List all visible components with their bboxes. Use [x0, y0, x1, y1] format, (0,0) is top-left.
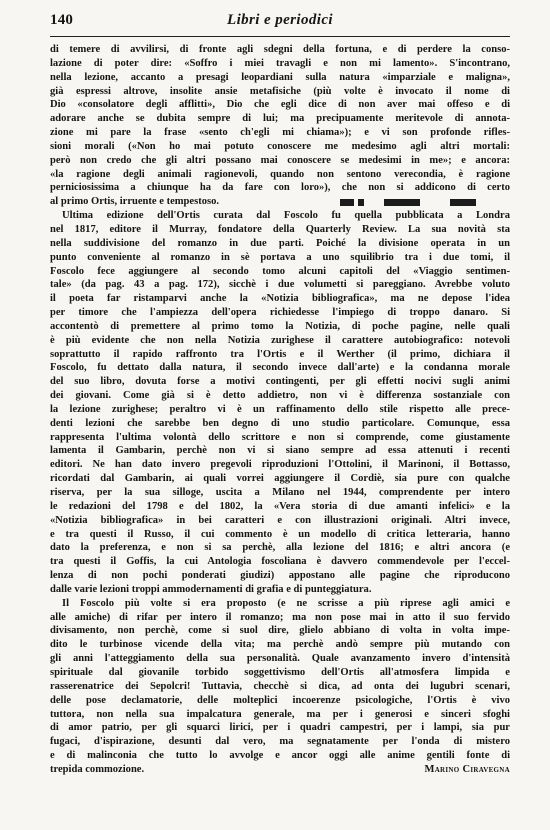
text-line: alle amiche) di rifar per intero il romanzo; ma non pose mai in atto il suo fervido: [50, 611, 510, 623]
paragraph-2: [50, 209, 510, 597]
text-line: e di malinconia che tutto lo avvolge e ancor oggi alle anime gentili fonte di: [50, 750, 510, 762]
text-line: dato la preferenza, e non si sa perchè, alla lezione del 1816; e altri ancora (e: [50, 542, 510, 554]
text-line: Foscolo fece aggiungere al secondo tomo alcuni capitoli del «Viaggio sentimen-: [50, 265, 510, 277]
page-header: [50, 12, 510, 34]
text-line: dalle varie lezioni troppi ammodernamenti di grafia e di punteggiatura.: [50, 583, 372, 595]
text-line: Ultima edizione dell'Ortis curata dal Foscolo fu quella pubblicata a Londra: [62, 210, 510, 222]
text-line: zione mi pare la frase «sento ch'egli mi chiama»); e vi son profonde rifles-: [50, 127, 510, 139]
text-line: denti lezioni che sarebbe ben degno di uno studio particolare. Comunque, essa: [50, 417, 510, 429]
text-line: del suo libro, dovuta forse a motivi contingenti, per gli effetti nocivi sugli animi: [50, 376, 510, 388]
text-line: le redazioni del 1798 e del 1802, la «Vera storia di due amanti infelici» e la: [50, 500, 510, 512]
text-line: lazione di poter dire: «Soffro i miei travagli e non mi lamento». S'incontrano,: [50, 57, 510, 69]
header-rule: [50, 36, 510, 37]
text-line: riserva, per la sua silloge, uscita a Milano nel 1944, comprendente per intero: [50, 487, 510, 498]
running-title: Libri e periodici: [227, 12, 333, 28]
text-line: gli anni l'atteggiamento della sua personalità. Quale avanzamento invero d'intensità: [50, 653, 510, 665]
text-line: nella suddivisione del romanzo in due parti. Poiché la divisione operata in un: [50, 237, 510, 249]
paragraph-3: [50, 597, 510, 777]
text-line: dei giovani. Come già si è detto addietro, non vi è differenza sostanziale con: [50, 390, 510, 402]
text-line: tuttora, non nella sua impalcatura generale, ma per i generosi e sinceri sfoghi: [50, 708, 510, 720]
text-line: soprattutto il rapido raffronto tra l'Ortis e il Werther (il primo, dichiara il: [50, 348, 510, 360]
text-line: e tra questi il Russo, il cui commento è un modello di critica letteraria, hanno: [50, 528, 510, 540]
text-line: Foscolo, fu dettato dalla natura, il secondo invece dall'arte) e la condanna morale: [50, 362, 510, 374]
text-line: nel 1817, editore il Murray, fondatore della Quarterly Review. La sua novità sta: [50, 223, 510, 235]
text-line: Dio «consolatore degli afflitti», Dio che egli dice di non aver mai offeso e di: [50, 99, 510, 111]
author-signature: Marino Ciravegna: [424, 763, 510, 775]
text-line: adorare anche se dubita sempre di lui; ma precipuamente meritevole di annota-: [50, 113, 510, 125]
text-line: delle pose declamatorie, delle molteplici incoerenze psicologiche, l'Ortis è vivo: [50, 694, 510, 706]
text-line: ricordati dal Gambarin, ai quali vorrei aggiungere il Cordiè, sia pure con qualche: [50, 473, 510, 485]
text-line: fugaci, d'ispirazione, desunti dal vero, ma segnatamente per l'onda di mistero: [50, 736, 510, 748]
redaction-marks: [340, 198, 476, 212]
text-line: lamenta il Gambarin, perchè non vi si siano sempre ad essa attenuti i recenti: [50, 445, 510, 457]
redaction-mark: [340, 199, 354, 206]
text-line: perniciosissima a chiunque ha da fare con loro»), che non si addicono di certo: [50, 182, 510, 194]
text-line: trepida commozione. Marino Ciravegna: [50, 763, 510, 775]
text-line: divisamento, non perchè, come si suol dire, glielo abbiano di volta in volta impe-: [50, 625, 510, 637]
text-line: al primo Ortis, irruente e tempestoso.: [50, 196, 220, 208]
redaction-mark: [384, 199, 420, 206]
text-line: «la ragione degli animali ragionevoli, quando non sentono verecondia, è ragione: [50, 168, 510, 180]
text-line: nella lezione, accanto a presagi leopardiani sulla natura «imparziale e maligna»,: [50, 71, 510, 83]
text-line: è più evidente che non nella Notizia zurighese il carattere autobiografico: notevoli: [50, 334, 510, 346]
text-line: Il Foscolo più volte si era proposto (e ne scrisse a più riprese agli amici e: [62, 597, 510, 609]
article-body: [50, 43, 510, 777]
text-line: tale» (da pag. 43 a pag. 172), sicchè i due volumetti si pareggiano. Avrebbe voluto: [50, 279, 510, 291]
text-line: accontentò di premettere al primo tomo la Notizia, di poche pagine, nelle quali: [50, 320, 510, 332]
text-line: sioni morali («Non ho mai potuto conoscere me medesimo agli altri mortali:: [50, 140, 510, 152]
text-line: lenza di non pochi ponderati giudizi) appostano alle pagine che riproducono: [50, 570, 510, 582]
text-line: punto conveniente al romanzo in sè portava a uno squilibrio tra i due tomi, il: [50, 251, 510, 263]
text-line: rasserenatrice dei Sepolcri! Tuttavia, checchè si dica, ad onta dei lugubri scenari,: [50, 680, 510, 692]
text-line: la lezione zurighese; peraltro vi è un raffinamento dello stile rispetto alle prece-: [50, 403, 510, 415]
text-line: di amor patrio, per gli squarci lirici, per i quadri campestri, per i lampi, sia pur: [50, 722, 510, 734]
redaction-mark: [358, 199, 364, 206]
page-number: 140: [50, 12, 74, 28]
text-line: spirituale dal giovanile torbido soggettivismo dell'Ortis all'atmosfera limpida e: [50, 666, 510, 678]
text-line: editori. Ne han dato invero pregevoli riproduzioni l'Ottolini, il Marinoni, il Bottasso,: [50, 459, 510, 471]
text-line: dito le turbinose vicende della vita; ma perchè andò sempre più mutando con: [50, 639, 510, 651]
text-line: per timore che l'ampiezza dell'opera richiedesse l'impiego di troppo danaro. Si: [50, 307, 510, 319]
text-line: «Notizia bibliografica» in bei caratteri e con illustrazioni originali. Altri invece,: [50, 514, 510, 526]
text-line: di temere di avvilirsi, di fronte agli sdegni della fortuna, e di perdere la conso-: [50, 44, 510, 55]
text-line: già espressi altrove, insolite ansie metafisiche (più volte è invocato il nome di: [50, 85, 510, 97]
paragraph-1: [50, 43, 510, 209]
redaction-mark: [450, 199, 476, 206]
text-line: rappresenta l'ultima volontà dello scrittore e non si comprende, come giustamente: [50, 431, 510, 443]
text-line: però non credo che gli altri possano mai conoscere se medesimi in me»; e ancora:: [50, 154, 510, 166]
text-line: il poeta far ristamparvi anche la «Notizia bibliografica», ma ne depose l'idea: [50, 293, 510, 305]
text-line: tra questi il Goffis, la cui Antologia foscoliana è davvero commendevole per l'eccel-: [50, 556, 510, 568]
